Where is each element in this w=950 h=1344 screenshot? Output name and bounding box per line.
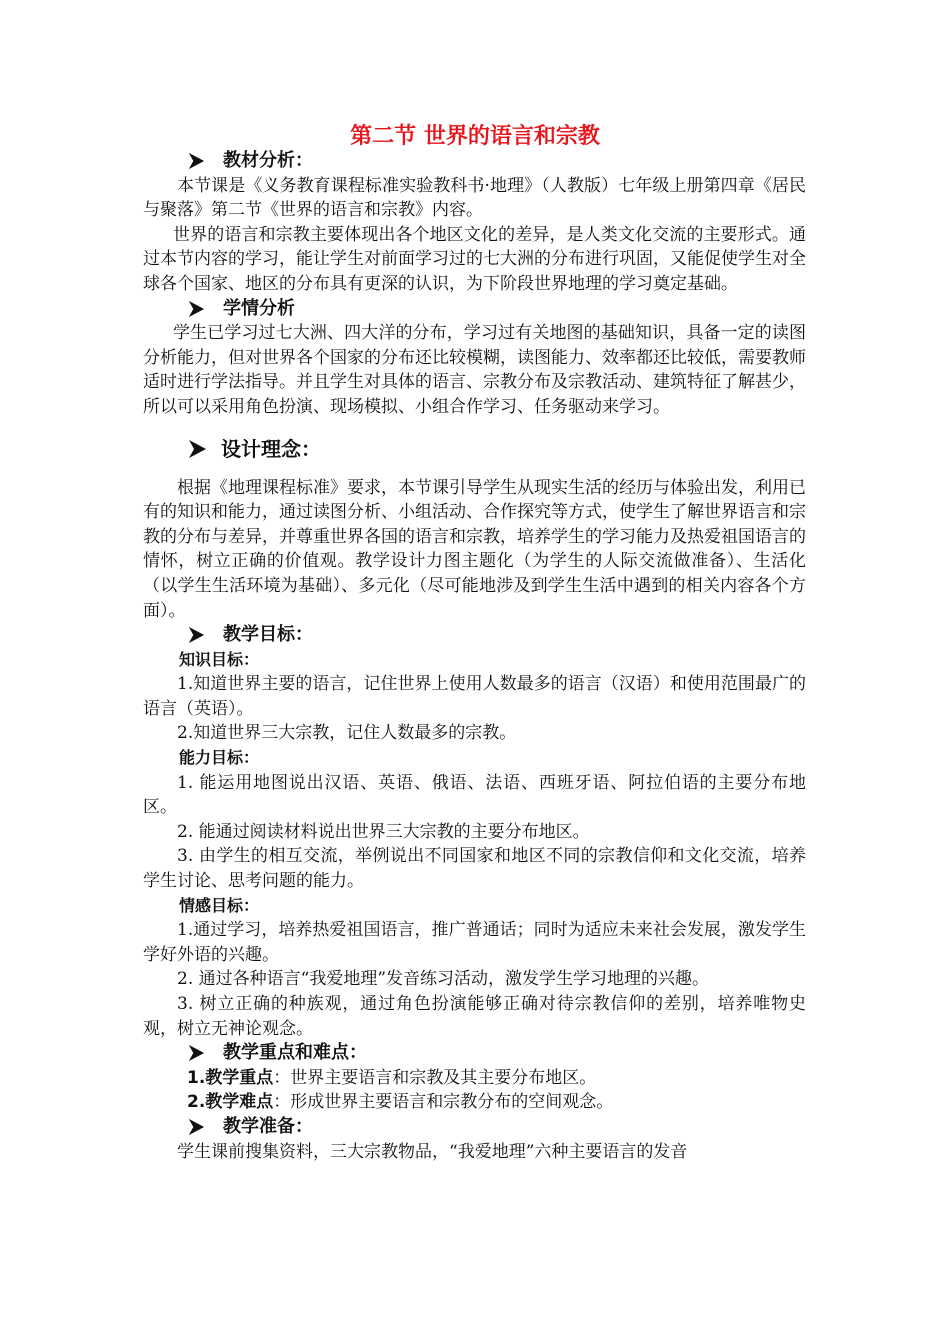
arrowhead-bullet-icon — [187, 1044, 205, 1062]
analysis-paragraph-2: 世界的语言和宗教主要体现出各个地区文化的差异，是人类文化交流的主要形式。通过本节内容的学习，能让学生对前面学习过的七大洲的分布进行巩固，又能促使学生对全球各个国家、地区的分布具有更深的认识，为下阶段世界地理的学习奠定基础。 — [143, 224, 806, 294]
analysis-paragraph-1: 本节课是《义务教育课程标准实验教科书·地理》（人教版）七年级上册第四章《居民与聚落》第二节《世界的语言和宗教》内容。 — [143, 175, 806, 221]
key-point-line — [143, 1066, 806, 1091]
emotion-goal-2: 2. 通过各种语言“我爱地理”发音练习活动，激发学生学习地理的兴趣。 — [177, 969, 710, 990]
knowledge-goal-1: 1.知道世界主要的语言，记住世界上使用人数最多的语言（汉语）和使用范围最广的语言（英语）。 — [143, 674, 806, 719]
ability-goal-2: 2. 能通过阅读材料说出世界三大宗教的主要分布地区。 — [177, 821, 590, 842]
difficulty-label: 2.教学难点 — [187, 1092, 274, 1113]
heading-students: 学情分析 — [143, 297, 806, 322]
document-body — [143, 149, 806, 1164]
difficulty-line — [143, 1090, 806, 1115]
knowledge-goals-label: 知识目标： — [179, 649, 260, 669]
heading-keypoints: 教学重点和难点： — [143, 1041, 806, 1066]
heading-prep: 教学准备： — [143, 1115, 806, 1140]
emotion-goal-3: 3. 树立正确的种族观，通过角色扮演能够正确对待宗教信仰的差别，培养唯物史观，树立无神论观念。 — [143, 994, 806, 1039]
design-paragraph: 根据《地理课程标准》要求，本节课引导学生从现实生活的经历与体验出发，利用已有的知识和能力，通过读图分析、小组活动、合作探究等方式，使学生了解世界语言和宗教的分布与差异，并尊重世界各国的语言和宗教，培养学生的学习能力及热爱祖国语言的情怀，树立正确的价值观。教学设计力图主题化（为学生的人际交流做准备）、生活化（以学生生活环境为基础）、多元化（尽可能地涉及到学生生活中遇到的相关内容各个方面）。 — [143, 477, 806, 621]
prep-paragraph: 学生课前搜集资料，三大宗教物品，“我爱地理”六种主要语言的发音 — [177, 1141, 688, 1162]
emotion-goals-label: 情感目标： — [179, 895, 260, 915]
ability-goals-label: 能力目标： — [179, 748, 260, 768]
arrowhead-bullet-icon — [187, 300, 205, 318]
heading-analysis: 教材分析： — [143, 149, 806, 174]
arrowhead-bullet-icon — [187, 626, 205, 644]
arrowhead-bullet-icon — [187, 439, 207, 459]
ability-goal-1: 1. 能运用地图说出汉语、英语、俄语、法语、西班牙语、阿拉伯语的主要分布地区。 — [143, 772, 806, 818]
ability-goal-3: 3. 由学生的相互交流，举例说出不同国家和地区不同的宗教信仰和文化交流，培养学生讨论、思考问题的能力。 — [143, 846, 806, 892]
key-point-text: ：世界主要语言和宗教及其主要分布地区。 — [273, 1067, 597, 1088]
page-title: 第二节 世界的语言和宗教 — [350, 124, 600, 149]
difficulty-text: ：形成世界主要语言和宗教分布的空间观念。 — [273, 1092, 614, 1113]
students-paragraph: 学生已学习过七大洲、四大洋的分布，学习过有关地图的基础知识，具备一定的读图分析能力，但对世界各个国家的分布还比较模糊，读图能力、效率都还比较低，需要教师适时进行学法指导。并且学生对具体的语言、宗教分布及宗教活动、建筑特征了解甚少，所以可以采用角色扮演、现场模拟、小组合作学习、任务驱动来学习。 — [143, 323, 806, 417]
heading-design: 设计理念： — [143, 434, 806, 464]
arrowhead-bullet-icon — [187, 152, 205, 170]
heading-goals: 教学目标： — [143, 623, 806, 648]
arrowhead-bullet-icon — [187, 1118, 205, 1136]
emotion-goal-1: 1.通过学习，培养热爱祖国语言，推广普通话；同时为适应未来社会发展，激发学生学好外语的兴趣。 — [143, 920, 806, 965]
key-point-label: 1.教学重点 — [187, 1067, 274, 1088]
knowledge-goal-2: 2.知道世界三大宗教，记住人数最多的宗教。 — [177, 723, 517, 744]
